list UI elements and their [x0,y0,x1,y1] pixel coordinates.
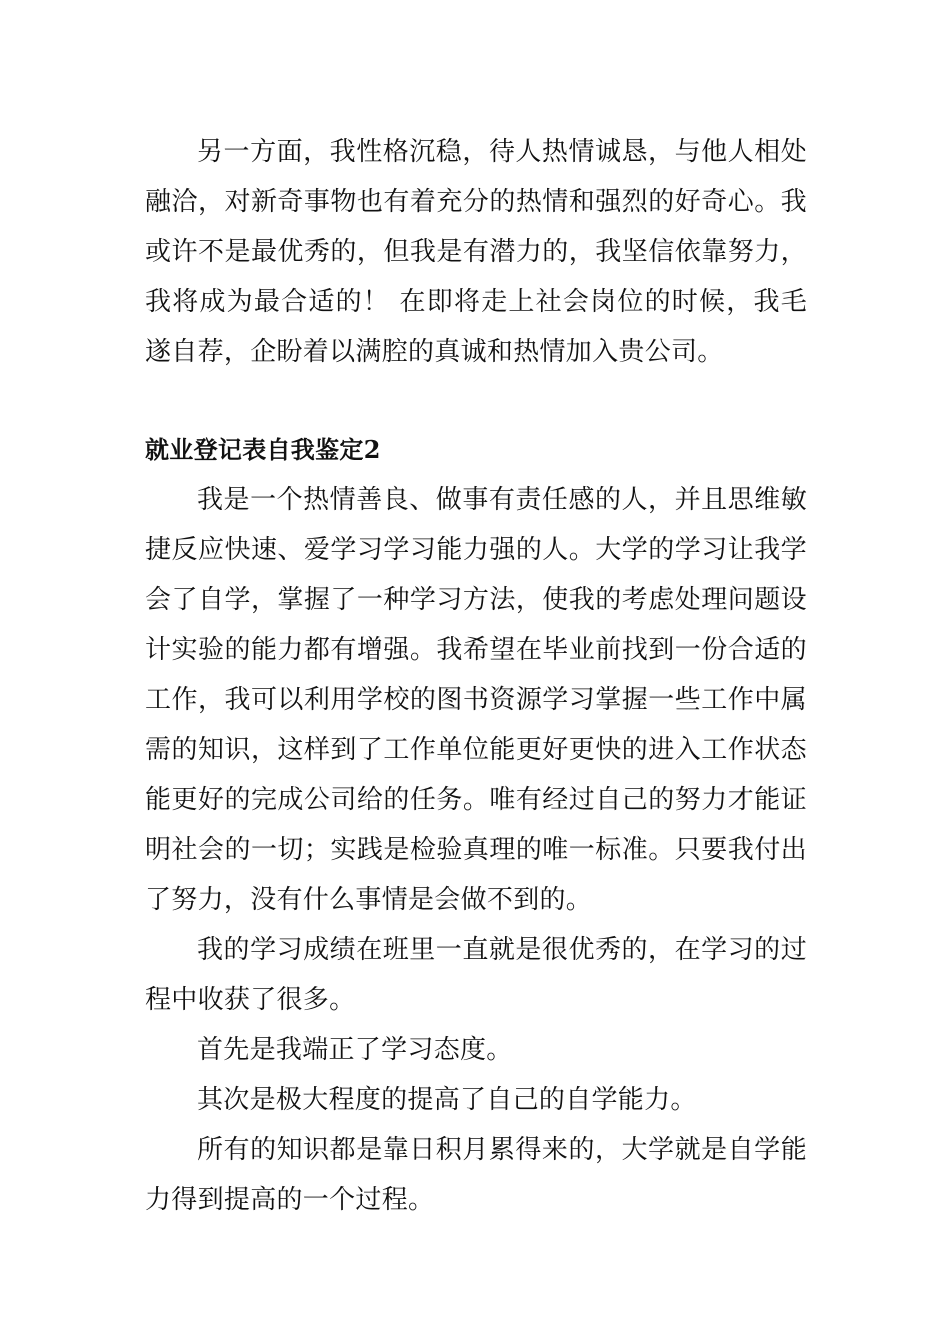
body-paragraph: 所有的知识都是靠日积月累得来的，大学就是自学能力得到提高的一个过程。 [145,1135,807,1215]
section-block [145,425,807,1225]
intro-paragraph: 另一方面，我性格沉稳，待人热情诚恳，与他人相处融洽，对新奇事物也有着充分的热情和强烈的好奇心。我或许不是最优秀的，但我是有潜力的，我坚信依靠努力，我将成为最合适的！ 在即将走上社会岗位的时候，我毛遂自荐，企盼着以满腔的真诚和热情加入贵公司。 [145,137,807,367]
body-paragraph: 我的学习成绩在班里一直就是很优秀的，在学习的过程中收获了很多。 [145,935,807,1015]
body-paragraph: 我是一个热情善良、做事有责任感的人，并且思维敏捷反应快速、爱学习学习能力强的人。大学的学习让我学会了自学，掌握了一种学习方法，使我的考虑处理问题设计实验的能力都有增强。我希望在毕业前找到一份合适的工作，我可以利用学校的图书资源学习掌握一些工作中属需的知识，这样到了工作单位能更好更快的进入工作状态能更好的完成公司给的任务。唯有经过自己的努力才能证明社会的一切；实践是检验真理的唯一标准。只要我付出了努力，没有什么事情是会做不到的。 [145,485,807,915]
body-paragraph: 首先是我端正了学习态度。 [197,1035,513,1065]
section-title: 就业登记表自我鉴定2 [145,435,381,464]
body-paragraph: 其次是极大程度的提高了自己的自学能力。 [197,1085,697,1115]
intro-block [145,127,807,377]
